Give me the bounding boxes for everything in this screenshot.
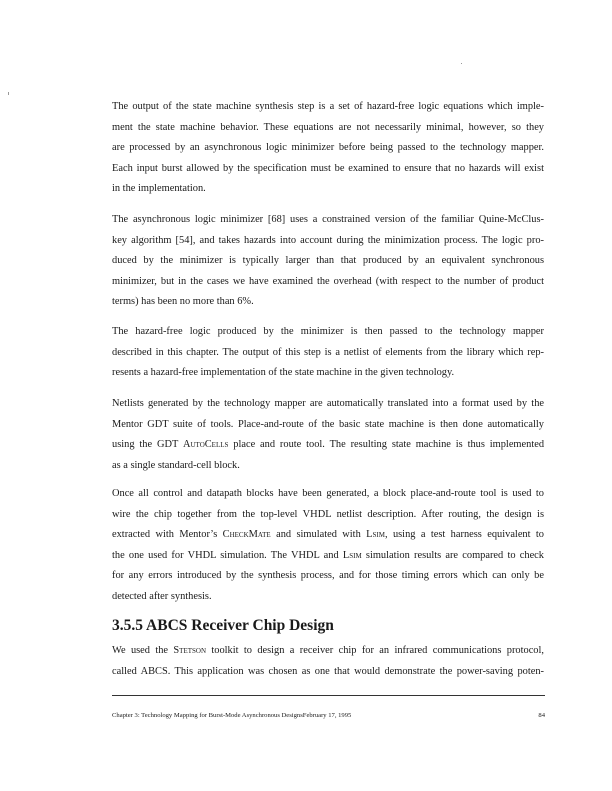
- text-line: resents a hazard-free implementation of the state machine in the given technology.: [112, 367, 455, 379]
- text-line: wire the chip together from the top-level VHDL netlist description. After routing, the design is: [112, 508, 544, 520]
- tool-name: Stetson: [173, 645, 207, 656]
- text-run: place and route tool. The resulting state machine is thus implemented: [228, 439, 545, 451]
- text-line: [112, 435, 544, 456]
- tool-name: Lsim: [366, 529, 385, 541]
- footer-running-title: Chapter 3: Technology Mapping for Burst-Mode Asynchronous DesignsFebruary 17, 1995: [112, 712, 352, 719]
- paragraph-1: [112, 97, 544, 200]
- text-line: minimizer, but in the cases we have examined the overhead (with respect to the number of product: [112, 275, 544, 287]
- text-line: are processed by an asynchronous logic minimizer before being passed to the technology mapper.: [112, 142, 544, 154]
- text-line: as a single standard-cell block.: [112, 459, 240, 471]
- scan-speck: [461, 63, 462, 64]
- text-line: described in this chapter. The output of this step is a netlist of elements from the library which rep-: [112, 346, 544, 358]
- tool-name: CheckMate: [222, 529, 271, 541]
- text-line: detected after synthesis.: [112, 590, 212, 602]
- page-number: 84: [538, 712, 545, 719]
- text-line: [112, 546, 544, 567]
- paragraph-4: [112, 394, 544, 476]
- section-title: ABCS Receiver Chip Design: [146, 617, 334, 634]
- tool-name: AutoCells: [182, 439, 229, 451]
- paragraph-6: [112, 641, 544, 682]
- text-line: duced by the minimizer is typically larger than that produced by an equivalent synchronous: [112, 255, 544, 267]
- text-line: [112, 525, 544, 546]
- tool-name: Lsim: [342, 549, 362, 561]
- text-line: Once all control and datapath blocks have been generated, a block place-and-route tool is used to: [112, 488, 544, 499]
- text-line: Mentor GDT suite of tools. Place-and-route of the basic state machine is then done automatically: [112, 418, 544, 430]
- text-run: using the GDT: [112, 439, 183, 451]
- text-run: We used the: [112, 645, 174, 656]
- text-run: extracted with Mentor’s: [112, 529, 223, 541]
- text-line: terms) has been no more than 6%.: [112, 296, 254, 308]
- paragraph-5: [112, 484, 544, 608]
- text-run: the one used for VHDL simulation. The VHDL and: [112, 549, 343, 561]
- text-line: The hazard-free logic produced by the minimizer is then passed to the technology mapper: [112, 326, 544, 337]
- text-line: for any errors introduced by the synthesis process, and for those timing errors which can only be: [112, 570, 544, 582]
- paragraph-2: [112, 210, 544, 313]
- text-line: The asynchronous logic minimizer [68] uses a constrained version of the familiar Quine-McClus-: [112, 214, 544, 225]
- text-line: called ABCS. This application was chosen as one that would demonstrate the power-saving poten-: [112, 665, 544, 677]
- text-run: and simulated with: [270, 529, 367, 541]
- text-line: [112, 641, 544, 662]
- text-line: ment the state machine behavior. These equations are not necessarily minimal, however, so they: [112, 121, 544, 133]
- text-line: Netlists generated by the technology mapper are automatically translated into a format used by the: [112, 398, 544, 409]
- text-run: , using a test harness equivalent to: [384, 529, 544, 541]
- paragraph-3: [112, 322, 544, 384]
- text-run: toolkit to design a receiver chip for an infrared communications protocol,: [206, 645, 544, 656]
- text-line: in the implementation.: [112, 183, 206, 195]
- section-heading: [112, 616, 334, 636]
- footer-rule: [112, 695, 545, 696]
- section-number: 3.5.5: [112, 617, 143, 634]
- text-line: The output of the state machine synthesis step is a set of hazard-free logic equations which imple-: [112, 101, 544, 112]
- scan-speck: [8, 92, 9, 95]
- text-line: key algorithm [54], and takes hazards into account during the minimization process. The logic pro-: [112, 234, 544, 246]
- text-run: simulation results are compared to check: [361, 549, 544, 561]
- text-line: Each input burst allowed by the specification must be examined to ensure that no hazards will exist: [112, 162, 544, 174]
